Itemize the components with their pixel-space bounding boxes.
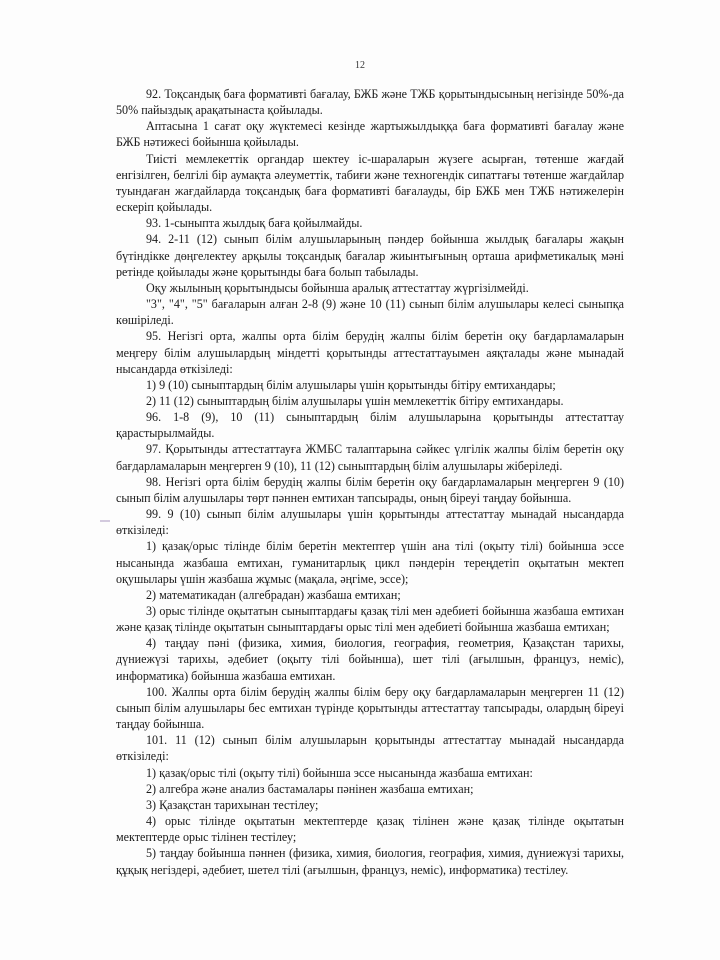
paragraph-97: 97. Қорытынды аттестаттауға ЖМБС талаптарына сәйкес үлгілік жалпы білім беретін оқу бағдарламаларын меңгерген 9 (10), 11 (12) сыныптардың білім алушылары жіберіледі. (116, 442, 624, 473)
paragraph-93: 93. 1-сыныпта жылдық баға қойылмайды. (146, 216, 363, 231)
paragraph-99-item-1: 1) қазақ/орыс тілінде білім беретін мектептер үшін ана тілі (оқыту тілі) бойынша эссе нысанында жазбаша емтихан, гуманитарлық цикл пәндерін тереңдетіп оқытатын мектеп оқушылары үшін жазбаша жұмыс (мақала, әңгіме, эссе); (116, 539, 624, 586)
paragraph-95-item-1: 1) 9 (10) сыныптардың білім алушылары үшін қорытынды бітіру емтихандары; (146, 377, 556, 392)
paragraph-101-item-3: 3) Қазақстан тарихынан тестілеу; (146, 797, 319, 812)
paragraph-95: 95. Негізгі орта, жалпы орта білім берудің жалпы білім беретін оқу бағдарламаларын меңгеру білім алушылардың міндетті қорытынды аттестаттауымен аяқталады және мынадай нысандарда өткізіледі: (116, 329, 624, 376)
paragraph-100: 100. Жалпы орта білім берудің жалпы білім беру оқу бағдарламаларын меңгерген 11 (12) сынып білім алушылары бес емтихан түрінде қорытынды аттестаттау тапсырады, олардың біреуі таңдау бойынша. (116, 684, 624, 732)
paragraph-92-weekly: Аптасына 1 сағат оқу жүктемесі кезінде жартыжылдыққа баға формативті бағалау және БЖБ нәтижесі бойынша қойылады. (116, 119, 624, 150)
paragraph-101-item-1: 1) қазақ/орыс тілі (оқыту тілі) бойынша эссе нысанында жазбаша емтихан: (146, 765, 533, 780)
scan-mark (100, 520, 110, 522)
paragraph-92-emergency: Тиісті мемлекеттік органдар шектеу іс-шараларын жүзеге асырған, төтенше жағдай енгізілген, белгілі бір аумақта әлеуметтік, табиғи және техногендік сипаттағы төтенше жағдайлар туындаған жағдайларда тоқсандық баға формативті бағалауды, бір БЖБ мен ТЖБ нәтижелерін ескеріп қойылады. (116, 151, 624, 215)
paragraph-95-item-2: 2) 11 (12) сыныптардың білім алушылары үшін мемлекеттік бітіру емтихандары. (146, 393, 564, 408)
paragraph-94-promotion: "3", "4", "5" бағаларын алған 2-8 (9) және 10 (11) сынып білім алушылары келесі сыныпқа көшіріледі. (116, 297, 624, 328)
paragraph-101-item-2: 2) алгебра және анализ бастамалары пәнінен жазбаша емтихан; (146, 781, 474, 796)
paragraph-101: 101. 11 (12) сынып білім алушыларын қорытынды аттестаттау мынадай нысандарда өткізіледі: (116, 733, 624, 764)
paragraph-99: 99. 9 (10) сынып білім алушылары үшін қорытынды аттестаттау мынадай нысандарда өткізіледі: (116, 507, 624, 538)
document-body (116, 86, 624, 878)
page-number: 12 (355, 60, 365, 71)
paragraph-94: 94. 2-11 (12) сынып білім алушыларының пәндер бойынша жылдық бағалары жақын бүтіндікке дөңгелектеу арқылы тоқсандық бағалар жиынтығының орташа арифметикалық мәні ретінде қойылады және қорытынды баға болып табылады. (116, 232, 624, 279)
paragraph-99-item-3: 3) орыс тілінде оқытатын сыныптардағы қазақ тілі мен әдебиеті бойынша жазбаша емтихан және қазақ тілінде оқытатын сыныптардағы орыс тілі мен әдебиеті бойынша жазбаша емтихан; (116, 604, 624, 635)
paragraph-99-item-4: 4) таңдау пәні (физика, химия, биология, география, геометрия, Қазақстан тарихы, дүниежүзі тарихы, әдебиет (оқыту тілі бойынша), шет тілі (ағылшын, француз, неміс), информатика) бойынша жазбаша емтихан. (116, 636, 624, 683)
paragraph-92: 92. Тоқсандық баға формативті бағалау, БЖБ және ТЖБ қорытындысының негізінде 50%-да 50% пайыздық арақатынаста қойылады. (116, 87, 624, 118)
paragraph-94-no-attestation: Оқу жылының қорытындысы бойынша аралық аттестаттау жүргізілмейді. (146, 280, 529, 295)
paragraph-99-item-2: 2) математикадан (алгебрадан) жазбаша емтихан; (146, 587, 401, 602)
paragraph-101-item-5: 5) таңдау бойынша пәннен (физика, химия, биология, география, химия, дүниежүзі тарихы, құқық негіздері, әдебиет, шетел тілі (ағылшын, француз, неміс), информатика) тестілеу. (116, 846, 624, 877)
paragraph-96: 96. 1-8 (9), 10 (11) сыныптардың білім алушыларына қорытынды аттестаттау қарастырылмайды. (116, 410, 624, 441)
paragraph-98: 98. Негізгі орта білім берудің жалпы білім беретін оқу бағдарламаларын меңгерген 9 (10) сынып білім алушылары төрт пәннен емтихан тапсырады, оның біреуі таңдау бойынша. (116, 474, 624, 505)
paragraph-101-item-4: 4) орыс тілінде оқытатын мектептерде қазақ тілінен және қазақ тілінде оқытатын мектептерде орыс тілінен тестілеу; (116, 814, 624, 845)
